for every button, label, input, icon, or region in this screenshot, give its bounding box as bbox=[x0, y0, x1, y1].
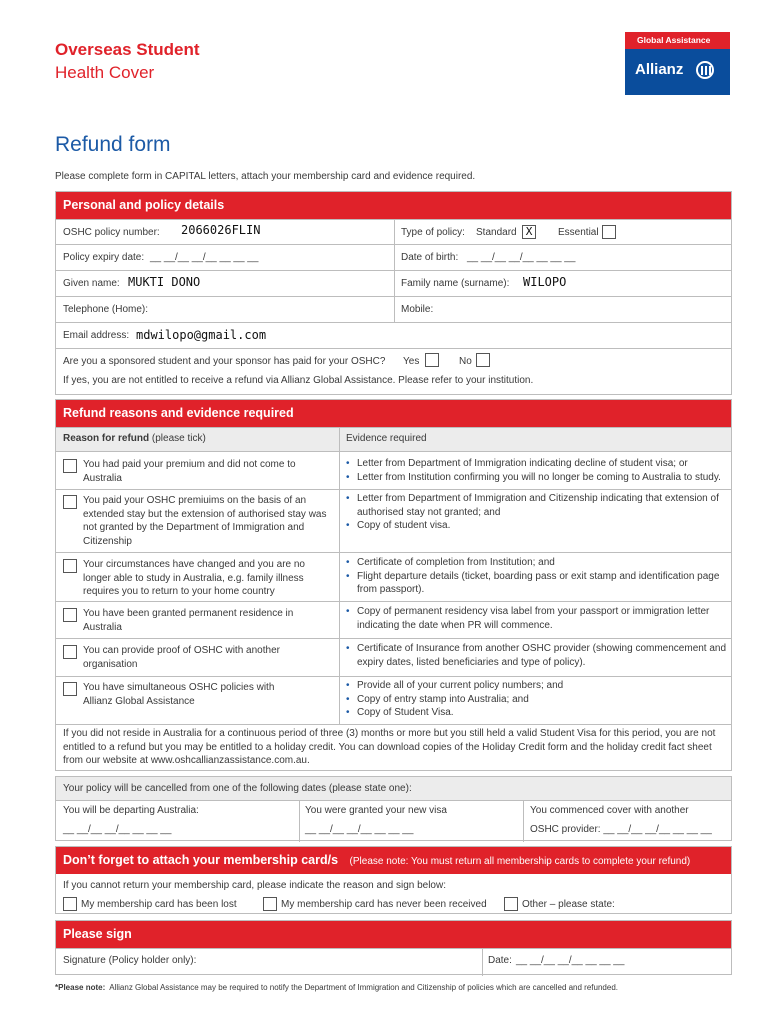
policy-type-label: Type of policy: bbox=[401, 227, 465, 238]
sponsor-no-label: No bbox=[459, 356, 472, 367]
card-lost-checkbox[interactable] bbox=[63, 897, 77, 911]
footer-note: *Please note: Allianz Global Assistance may be required to notify the Department of Immigration and Citizenship of policies which are cancelled and refunded. bbox=[55, 983, 618, 992]
brand-subtitle: Health Cover bbox=[55, 63, 155, 82]
mobile-label: Mobile: bbox=[401, 304, 434, 315]
personal-details-header: Personal and policy details bbox=[56, 192, 731, 219]
logo-tagline: Global Assistance bbox=[625, 32, 730, 49]
email-field[interactable]: mdwilopo@gmail.com bbox=[136, 328, 267, 342]
brand-title: Overseas Student bbox=[55, 40, 200, 59]
policy-number-label: OSHC policy number: bbox=[63, 227, 160, 238]
membership-card-header: Don’t forget to attach your membership card/s (Please note: You must return all membership cards to complete your refund) bbox=[56, 847, 731, 874]
reason-3-checkbox[interactable] bbox=[63, 559, 77, 573]
reason-6-checkbox[interactable] bbox=[63, 682, 77, 696]
email-label: Email address: bbox=[63, 330, 130, 341]
allianz-logo bbox=[625, 32, 730, 95]
card-never-received-checkbox[interactable] bbox=[263, 897, 277, 911]
reason-2-text: You paid your OSHC premiuims on the basis of an extended stay but the extension of authorised stay was not granted by the Department of Immigration and Citizenship bbox=[83, 495, 327, 547]
evidence-item: • Certificate of Insurance from another OSHC provider (showing commencement and expiry dates, listed beneficiaries and type of policy). bbox=[346, 642, 728, 669]
reason-column-header: Reason for refund (please tick) bbox=[63, 433, 206, 444]
holiday-credit-note: If you did not reside in Australia for a continuous period of three (3) months or more but you still held a valid Student Visa for this period, you are not entitled to a refund but you may be entitled to a holiday credit. You can download copies of the Holiday Credit form and the holiday credit fact sheet from our website at www.oshcallianzassistance.com.au. bbox=[63, 728, 716, 766]
allianz-eagle-icon bbox=[696, 61, 714, 79]
refund-reasons-section bbox=[55, 399, 732, 771]
expiry-date-label: Policy expiry date: bbox=[63, 252, 145, 263]
card-lost-label: My membership card has been lost bbox=[81, 899, 237, 910]
signature-label: Signature (Policy holder only): bbox=[63, 955, 197, 966]
reason-3-text: Your circumstances have changed and you are no longer able to study in Australia, e.g. family illness requires you to return to your home country bbox=[83, 559, 305, 597]
refund-reasons-header: Refund reasons and evidence required bbox=[56, 400, 731, 427]
cancellation-dates-header: Your policy will be cancelled from one of the following dates (please state one): bbox=[63, 783, 412, 794]
personal-details-section bbox=[55, 191, 732, 395]
given-name-label: Given name: bbox=[63, 278, 120, 289]
evidence-item: • Provide all of your current policy numbers; and bbox=[346, 679, 728, 693]
evidence-item: • Copy of permanent residency visa label from your passport or immigration letter indicating the date when PR will commence. bbox=[346, 605, 728, 632]
evidence-item: • Copy of entry stamp into Australia; and bbox=[346, 693, 728, 707]
card-other-label: Other – please state: bbox=[522, 899, 615, 910]
reason-1-checkbox[interactable] bbox=[63, 459, 77, 473]
sign-date-field[interactable]: __ __/__ __/__ __ __ __ bbox=[516, 955, 625, 966]
another-provider-label: You commenced cover with another bbox=[530, 805, 689, 816]
standard-checkbox[interactable]: X bbox=[522, 225, 536, 239]
evidence-6-list bbox=[346, 679, 728, 720]
dob-field[interactable]: __ __/__ __/__ __ __ __ bbox=[467, 252, 576, 263]
membership-card-section bbox=[55, 846, 732, 914]
sponsor-no-checkbox[interactable] bbox=[476, 353, 490, 367]
reason-5-text: You can provide proof of OSHC with another organisation bbox=[83, 645, 280, 670]
form-title: Refund form bbox=[55, 133, 171, 156]
reason-4-checkbox[interactable] bbox=[63, 608, 77, 622]
evidence-3-list bbox=[346, 556, 728, 597]
evidence-item: • Certificate of completion from Institution; and bbox=[346, 556, 728, 570]
evidence-column-header: Evidence required bbox=[346, 433, 427, 444]
evidence-item: • Letter from Department of Immigration and Citizenship indicating that extension of authorised stay not granted; and bbox=[346, 492, 728, 519]
cancellation-dates-section bbox=[55, 776, 732, 841]
evidence-1-list bbox=[346, 457, 728, 484]
essential-checkbox[interactable] bbox=[602, 225, 616, 239]
new-visa-date-field[interactable]: __ __/__ __/__ __ __ __ bbox=[305, 824, 414, 835]
evidence-4-list bbox=[346, 605, 728, 632]
form-intro: Please complete form in CAPITAL letters, attach your membership card and evidence required. bbox=[55, 171, 476, 182]
card-never-received-label: My membership card has never been received bbox=[281, 899, 487, 910]
expiry-date-field[interactable]: __ __/__ __/__ __ __ __ bbox=[150, 252, 259, 263]
membership-instruction: If you cannot return your membership card, please indicate the reason and sign below: bbox=[63, 880, 446, 891]
reason-2-checkbox[interactable] bbox=[63, 495, 77, 509]
sponsor-note: If yes, you are not entitled to receive a refund via Allianz Global Assistance. Please refer to your institution. bbox=[63, 375, 534, 386]
sponsor-question: Are you a sponsored student and your sponsor has paid for your OSHC? bbox=[63, 356, 386, 367]
sponsor-yes-checkbox[interactable] bbox=[425, 353, 439, 367]
evidence-5-list bbox=[346, 642, 728, 669]
given-name-field[interactable]: MUKTI DONO bbox=[128, 275, 201, 289]
signature-header: Please sign bbox=[56, 921, 731, 948]
evidence-item: • Copy of Student Visa. bbox=[346, 706, 728, 720]
provider-date-field[interactable]: OSHC provider: __ __/__ __/__ __ __ __ bbox=[530, 824, 712, 835]
departing-label: You will be departing Australia: bbox=[63, 805, 199, 816]
standard-option-label: Standard bbox=[476, 227, 517, 238]
logo-name: Allianz bbox=[635, 61, 684, 78]
signature-field[interactable] bbox=[226, 950, 476, 974]
evidence-item: • Letter from Department of Immigration indicating decline of student visa; or bbox=[346, 457, 728, 471]
signature-section bbox=[55, 920, 732, 975]
evidence-item: • Copy of student visa. bbox=[346, 519, 728, 533]
policy-number-field[interactable]: 2066026FLIN bbox=[181, 223, 261, 237]
departing-date-field[interactable]: __ __/__ __/__ __ __ __ bbox=[63, 824, 172, 835]
sponsor-yes-label: Yes bbox=[403, 356, 420, 367]
evidence-item: • Letter from Institution confirming you will no longer be coming to Australia to study. bbox=[346, 471, 728, 485]
reason-1-text: You had paid your premium and did not come to Australia bbox=[83, 459, 296, 484]
essential-option-label: Essential bbox=[558, 227, 599, 238]
family-name-field[interactable]: WILOPO bbox=[523, 275, 567, 289]
evidence-item: • Flight departure details (ticket, boarding pass or exit stamp and identification page from passport). bbox=[346, 570, 728, 597]
reason-5-checkbox[interactable] bbox=[63, 645, 77, 659]
evidence-2-list bbox=[346, 492, 728, 533]
new-visa-label: You were granted your new visa bbox=[305, 805, 447, 816]
telephone-label: Telephone (Home): bbox=[63, 304, 149, 315]
family-name-label: Family name (surname): bbox=[401, 278, 510, 289]
dob-label: Date of birth: bbox=[401, 252, 459, 263]
card-other-checkbox[interactable] bbox=[504, 897, 518, 911]
sign-date-label: Date: bbox=[488, 955, 512, 966]
reason-4-text: You have been granted permanent residence in Australia bbox=[83, 608, 294, 633]
reason-6-text: You have simultaneous OSHC policies with Allianz Global Assistance bbox=[83, 682, 275, 707]
